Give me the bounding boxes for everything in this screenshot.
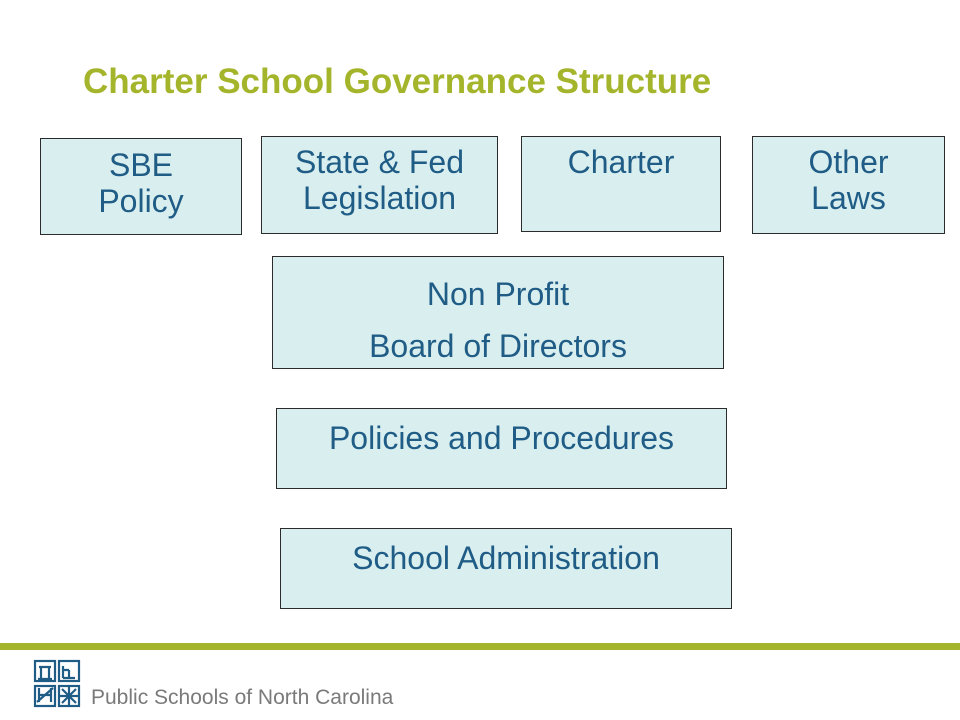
box-line: State & Fed <box>295 144 464 180</box>
box-line: Policy <box>98 182 184 219</box>
policies-procedures-box <box>276 408 727 489</box>
state-fed-legislation-box <box>261 136 498 234</box>
box-line: Charter <box>567 144 675 180</box>
organization-name: Public Schools of North Carolina <box>91 686 394 709</box>
slide-title: Charter School Governance Structure <box>83 62 712 101</box>
sbe-policy-box <box>40 138 242 235</box>
box-line: Other <box>808 144 889 180</box>
box-line: Non Profit <box>426 276 570 312</box>
footer-rule <box>0 643 960 650</box>
charter-box <box>521 136 721 232</box>
box-line: SBE <box>108 147 174 183</box>
box-line: Board of Directors <box>369 327 627 364</box>
box-line: School Administration <box>352 540 660 576</box>
box-line: Laws <box>811 179 886 216</box>
box-line: Policies and Procedures <box>328 420 675 456</box>
nc-schools-logo-icon <box>33 658 83 710</box>
board-of-directors-box <box>272 256 724 369</box>
other-laws-box <box>752 136 945 234</box>
box-line: Legislation <box>303 179 456 216</box>
school-administration-box <box>280 528 732 609</box>
